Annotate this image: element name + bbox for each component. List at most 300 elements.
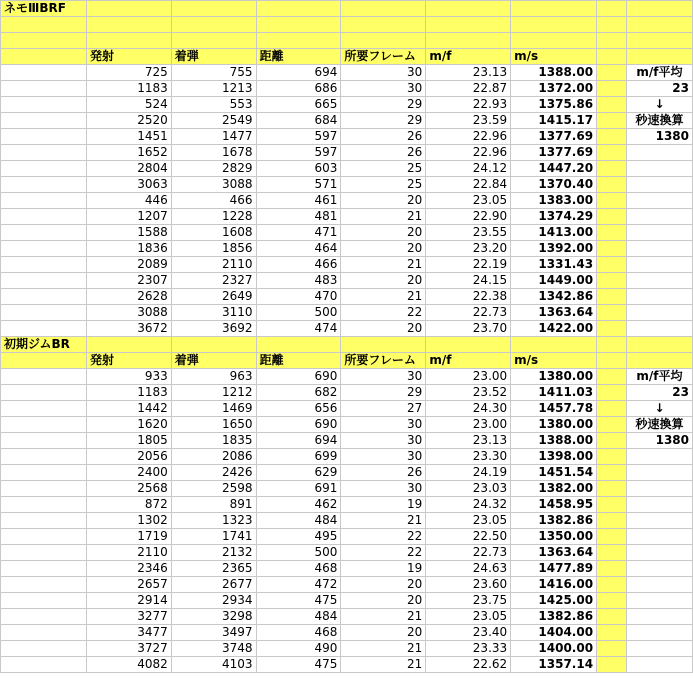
column-header-ms[interactable]: m/s: [511, 353, 597, 369]
cell-mf[interactable]: 23.40: [426, 625, 511, 641]
cell-impact[interactable]: 2132: [171, 545, 256, 561]
empty-cell[interactable]: [597, 161, 627, 177]
cell-distance[interactable]: 470: [256, 289, 341, 305]
cell-impact[interactable]: 4103: [171, 657, 256, 673]
cell-mf[interactable]: 23.55: [426, 225, 511, 241]
cell-launch[interactable]: 446: [86, 193, 171, 209]
empty-cell[interactable]: [626, 193, 692, 209]
empty-cell[interactable]: [597, 513, 627, 529]
empty-cell[interactable]: [1, 321, 87, 337]
cell-frames[interactable]: 26: [341, 145, 426, 161]
cell-distance[interactable]: 464: [256, 241, 341, 257]
cell-frames[interactable]: 29: [341, 113, 426, 129]
empty-cell[interactable]: [597, 529, 627, 545]
cell-ms[interactable]: 1372.00: [511, 81, 597, 97]
empty-cell[interactable]: [1, 545, 87, 561]
cell-distance[interactable]: 495: [256, 529, 341, 545]
empty-cell[interactable]: [511, 33, 597, 49]
empty-cell[interactable]: [597, 481, 627, 497]
empty-cell[interactable]: [171, 17, 256, 33]
cell-frames[interactable]: 20: [341, 577, 426, 593]
cell-distance[interactable]: 483: [256, 273, 341, 289]
cell-impact[interactable]: 2327: [171, 273, 256, 289]
empty-cell[interactable]: [597, 385, 627, 401]
cell-launch[interactable]: 1442: [86, 401, 171, 417]
cell-mf[interactable]: 23.70: [426, 321, 511, 337]
cell-distance[interactable]: 686: [256, 81, 341, 97]
empty-cell[interactable]: [626, 305, 692, 321]
empty-cell[interactable]: [597, 273, 627, 289]
cell-launch[interactable]: 524: [86, 97, 171, 113]
empty-cell[interactable]: [1, 481, 87, 497]
empty-cell[interactable]: [1, 97, 87, 113]
cell-frames[interactable]: 21: [341, 657, 426, 673]
empty-cell[interactable]: [597, 305, 627, 321]
cell-launch[interactable]: 4082: [86, 657, 171, 673]
empty-cell[interactable]: [597, 353, 627, 369]
cell-impact[interactable]: 2086: [171, 449, 256, 465]
cell-ms[interactable]: 1382.86: [511, 513, 597, 529]
empty-cell[interactable]: [1, 193, 87, 209]
empty-cell[interactable]: [597, 369, 627, 385]
cell-ms[interactable]: 1388.00: [511, 433, 597, 449]
cell-ms[interactable]: 1350.00: [511, 529, 597, 545]
cell-impact[interactable]: 2110: [171, 257, 256, 273]
cell-distance[interactable]: 500: [256, 545, 341, 561]
empty-cell[interactable]: [597, 49, 627, 65]
cell-launch[interactable]: 3088: [86, 305, 171, 321]
empty-cell[interactable]: [341, 33, 426, 49]
empty-cell[interactable]: [1, 289, 87, 305]
cell-mf[interactable]: 24.12: [426, 161, 511, 177]
empty-cell[interactable]: [1, 577, 87, 593]
empty-cell[interactable]: [256, 17, 341, 33]
cell-distance[interactable]: 500: [256, 305, 341, 321]
empty-cell[interactable]: [626, 33, 692, 49]
cell-ms[interactable]: 1380.00: [511, 417, 597, 433]
cell-impact[interactable]: 3298: [171, 609, 256, 625]
empty-cell[interactable]: [341, 17, 426, 33]
cell-distance[interactable]: 484: [256, 609, 341, 625]
cell-impact[interactable]: 2365: [171, 561, 256, 577]
section-title[interactable]: ネモⅢBRF: [1, 1, 87, 17]
cell-launch[interactable]: 725: [86, 65, 171, 81]
empty-cell[interactable]: [597, 321, 627, 337]
cell-distance[interactable]: 603: [256, 161, 341, 177]
empty-cell[interactable]: [511, 17, 597, 33]
empty-cell[interactable]: [1, 641, 87, 657]
empty-cell[interactable]: [1, 65, 87, 81]
empty-cell[interactable]: [626, 17, 692, 33]
empty-cell[interactable]: [597, 497, 627, 513]
cell-ms[interactable]: 1457.78: [511, 401, 597, 417]
empty-cell[interactable]: [597, 193, 627, 209]
empty-cell[interactable]: [1, 113, 87, 129]
empty-cell[interactable]: [1, 161, 87, 177]
cell-launch[interactable]: 2520: [86, 113, 171, 129]
cell-frames[interactable]: 30: [341, 369, 426, 385]
cell-ms[interactable]: 1331.43: [511, 257, 597, 273]
empty-cell[interactable]: [626, 241, 692, 257]
cell-ms[interactable]: 1477.89: [511, 561, 597, 577]
cell-ms[interactable]: 1425.00: [511, 593, 597, 609]
cell-impact[interactable]: 2677: [171, 577, 256, 593]
empty-cell[interactable]: [1, 561, 87, 577]
cell-mf[interactable]: 22.50: [426, 529, 511, 545]
cell-impact[interactable]: 553: [171, 97, 256, 113]
cell-frames[interactable]: 20: [341, 625, 426, 641]
empty-cell[interactable]: [1, 625, 87, 641]
cell-distance[interactable]: 466: [256, 257, 341, 273]
empty-cell[interactable]: [1, 513, 87, 529]
cell-launch[interactable]: 1652: [86, 145, 171, 161]
cell-impact[interactable]: 3497: [171, 625, 256, 641]
cell-distance[interactable]: 665: [256, 97, 341, 113]
cell-impact[interactable]: 3692: [171, 321, 256, 337]
cell-ms[interactable]: 1363.64: [511, 305, 597, 321]
cell-distance[interactable]: 461: [256, 193, 341, 209]
cell-launch[interactable]: 1805: [86, 433, 171, 449]
empty-cell[interactable]: [1, 305, 87, 321]
cell-launch[interactable]: 1183: [86, 81, 171, 97]
empty-cell[interactable]: [1, 657, 87, 673]
cell-distance[interactable]: 684: [256, 113, 341, 129]
column-header-mf[interactable]: m/f: [426, 353, 511, 369]
cell-launch[interactable]: 1836: [86, 241, 171, 257]
cell-frames[interactable]: 20: [341, 225, 426, 241]
cell-ms[interactable]: 1377.69: [511, 129, 597, 145]
cell-mf[interactable]: 23.13: [426, 65, 511, 81]
cell-frames[interactable]: 21: [341, 513, 426, 529]
column-header-frames[interactable]: 所要フレーム: [341, 353, 426, 369]
summary-avg-value[interactable]: 23: [626, 81, 692, 97]
empty-cell[interactable]: [511, 337, 597, 353]
cell-ms[interactable]: 1398.00: [511, 449, 597, 465]
empty-cell[interactable]: [626, 161, 692, 177]
empty-cell[interactable]: [597, 401, 627, 417]
empty-cell[interactable]: [597, 657, 627, 673]
cell-frames[interactable]: 30: [341, 481, 426, 497]
cell-impact[interactable]: 2649: [171, 289, 256, 305]
cell-frames[interactable]: 30: [341, 433, 426, 449]
cell-mf[interactable]: 24.32: [426, 497, 511, 513]
cell-frames[interactable]: 25: [341, 177, 426, 193]
empty-cell[interactable]: [626, 257, 692, 273]
cell-distance[interactable]: 699: [256, 449, 341, 465]
cell-mf[interactable]: 24.19: [426, 465, 511, 481]
cell-impact[interactable]: 1228: [171, 209, 256, 225]
empty-cell[interactable]: [626, 465, 692, 481]
empty-cell[interactable]: [1, 609, 87, 625]
cell-distance[interactable]: 472: [256, 577, 341, 593]
cell-frames[interactable]: 21: [341, 209, 426, 225]
cell-ms[interactable]: 1374.29: [511, 209, 597, 225]
empty-cell[interactable]: [597, 97, 627, 113]
empty-cell[interactable]: [86, 33, 171, 49]
empty-cell[interactable]: [626, 529, 692, 545]
empty-cell[interactable]: [1, 209, 87, 225]
cell-launch[interactable]: 933: [86, 369, 171, 385]
cell-launch[interactable]: 3727: [86, 641, 171, 657]
cell-impact[interactable]: 3748: [171, 641, 256, 657]
cell-mf[interactable]: 23.00: [426, 369, 511, 385]
empty-cell[interactable]: [171, 337, 256, 353]
cell-distance[interactable]: 690: [256, 369, 341, 385]
cell-frames[interactable]: 20: [341, 593, 426, 609]
cell-ms[interactable]: 1449.00: [511, 273, 597, 289]
cell-impact[interactable]: 1856: [171, 241, 256, 257]
empty-cell[interactable]: [626, 657, 692, 673]
empty-cell[interactable]: [171, 1, 256, 17]
empty-cell[interactable]: [626, 49, 692, 65]
empty-cell[interactable]: [341, 1, 426, 17]
summary-avg-value[interactable]: 23: [626, 385, 692, 401]
cell-mf[interactable]: 23.05: [426, 609, 511, 625]
empty-cell[interactable]: [86, 17, 171, 33]
empty-cell[interactable]: [171, 33, 256, 49]
cell-mf[interactable]: 23.20: [426, 241, 511, 257]
cell-impact[interactable]: 3088: [171, 177, 256, 193]
cell-mf[interactable]: 22.93: [426, 97, 511, 113]
cell-distance[interactable]: 468: [256, 625, 341, 641]
cell-mf[interactable]: 23.75: [426, 593, 511, 609]
cell-launch[interactable]: 1719: [86, 529, 171, 545]
empty-cell[interactable]: [597, 625, 627, 641]
empty-cell[interactable]: [1, 529, 87, 545]
cell-impact[interactable]: 2549: [171, 113, 256, 129]
cell-distance[interactable]: 471: [256, 225, 341, 241]
cell-mf[interactable]: 23.33: [426, 641, 511, 657]
empty-cell[interactable]: [597, 289, 627, 305]
empty-cell[interactable]: [597, 465, 627, 481]
cell-impact[interactable]: 891: [171, 497, 256, 513]
column-header-distance[interactable]: 距離: [256, 353, 341, 369]
empty-cell[interactable]: [1, 129, 87, 145]
cell-mf[interactable]: 24.15: [426, 273, 511, 289]
cell-mf[interactable]: 22.19: [426, 257, 511, 273]
cell-impact[interactable]: 3110: [171, 305, 256, 321]
summary-avg-label[interactable]: m/f平均: [626, 369, 692, 385]
empty-cell[interactable]: [1, 49, 87, 65]
empty-cell[interactable]: [1, 225, 87, 241]
cell-launch[interactable]: 2089: [86, 257, 171, 273]
cell-frames[interactable]: 21: [341, 641, 426, 657]
empty-cell[interactable]: [597, 145, 627, 161]
empty-cell[interactable]: [626, 289, 692, 305]
cell-impact[interactable]: 2829: [171, 161, 256, 177]
summary-arrow[interactable]: ↓: [626, 401, 692, 417]
cell-impact[interactable]: 1469: [171, 401, 256, 417]
empty-cell[interactable]: [597, 225, 627, 241]
empty-cell[interactable]: [1, 257, 87, 273]
cell-frames[interactable]: 29: [341, 97, 426, 113]
cell-frames[interactable]: 19: [341, 561, 426, 577]
cell-impact[interactable]: 1608: [171, 225, 256, 241]
cell-launch[interactable]: 1302: [86, 513, 171, 529]
column-header-launch[interactable]: 発射: [86, 49, 171, 65]
cell-launch[interactable]: 2056: [86, 449, 171, 465]
empty-cell[interactable]: [86, 337, 171, 353]
empty-cell[interactable]: [511, 1, 597, 17]
empty-cell[interactable]: [1, 17, 87, 33]
cell-frames[interactable]: 30: [341, 81, 426, 97]
cell-ms[interactable]: 1388.00: [511, 65, 597, 81]
cell-distance[interactable]: 475: [256, 657, 341, 673]
cell-mf[interactable]: 22.87: [426, 81, 511, 97]
cell-impact[interactable]: 963: [171, 369, 256, 385]
empty-cell[interactable]: [626, 177, 692, 193]
cell-frames[interactable]: 21: [341, 289, 426, 305]
empty-cell[interactable]: [426, 1, 511, 17]
empty-cell[interactable]: [1, 401, 87, 417]
cell-ms[interactable]: 1415.17: [511, 113, 597, 129]
cell-mf[interactable]: 24.63: [426, 561, 511, 577]
cell-frames[interactable]: 20: [341, 193, 426, 209]
empty-cell[interactable]: [626, 641, 692, 657]
cell-distance[interactable]: 694: [256, 65, 341, 81]
cell-ms[interactable]: 1382.00: [511, 481, 597, 497]
cell-distance[interactable]: 682: [256, 385, 341, 401]
summary-conv-label[interactable]: 秒速換算: [626, 113, 692, 129]
cell-impact[interactable]: 1650: [171, 417, 256, 433]
empty-cell[interactable]: [86, 1, 171, 17]
cell-launch[interactable]: 1620: [86, 417, 171, 433]
empty-cell[interactable]: [597, 33, 627, 49]
empty-cell[interactable]: [626, 497, 692, 513]
cell-distance[interactable]: 481: [256, 209, 341, 225]
cell-ms[interactable]: 1400.00: [511, 641, 597, 657]
cell-distance[interactable]: 462: [256, 497, 341, 513]
cell-mf[interactable]: 23.05: [426, 193, 511, 209]
empty-cell[interactable]: [597, 609, 627, 625]
empty-cell[interactable]: [1, 145, 87, 161]
cell-frames[interactable]: 30: [341, 65, 426, 81]
empty-cell[interactable]: [626, 481, 692, 497]
cell-launch[interactable]: 2346: [86, 561, 171, 577]
empty-cell[interactable]: [1, 177, 87, 193]
empty-cell[interactable]: [626, 545, 692, 561]
empty-cell[interactable]: [426, 17, 511, 33]
empty-cell[interactable]: [626, 593, 692, 609]
empty-cell[interactable]: [597, 65, 627, 81]
empty-cell[interactable]: [1, 497, 87, 513]
cell-mf[interactable]: 23.59: [426, 113, 511, 129]
empty-cell[interactable]: [597, 241, 627, 257]
empty-cell[interactable]: [597, 417, 627, 433]
cell-frames[interactable]: 21: [341, 257, 426, 273]
summary-conv-value[interactable]: 1380: [626, 129, 692, 145]
cell-frames[interactable]: 22: [341, 545, 426, 561]
empty-cell[interactable]: [1, 465, 87, 481]
cell-frames[interactable]: 29: [341, 385, 426, 401]
cell-mf[interactable]: 23.30: [426, 449, 511, 465]
cell-impact[interactable]: 1477: [171, 129, 256, 145]
cell-distance[interactable]: 475: [256, 593, 341, 609]
empty-cell[interactable]: [597, 129, 627, 145]
cell-frames[interactable]: 27: [341, 401, 426, 417]
empty-cell[interactable]: [256, 1, 341, 17]
cell-launch[interactable]: 3277: [86, 609, 171, 625]
cell-ms[interactable]: 1422.00: [511, 321, 597, 337]
empty-cell[interactable]: [626, 273, 692, 289]
summary-conv-value[interactable]: 1380: [626, 433, 692, 449]
cell-impact[interactable]: 1741: [171, 529, 256, 545]
column-header-impact[interactable]: 着弾: [171, 49, 256, 65]
empty-cell[interactable]: [256, 337, 341, 353]
empty-cell[interactable]: [626, 625, 692, 641]
empty-cell[interactable]: [1, 81, 87, 97]
cell-launch[interactable]: 872: [86, 497, 171, 513]
empty-cell[interactable]: [1, 241, 87, 257]
empty-cell[interactable]: [597, 545, 627, 561]
cell-impact[interactable]: 2598: [171, 481, 256, 497]
summary-avg-label[interactable]: m/f平均: [626, 65, 692, 81]
cell-launch[interactable]: 2307: [86, 273, 171, 289]
cell-impact[interactable]: 1835: [171, 433, 256, 449]
cell-ms[interactable]: 1392.00: [511, 241, 597, 257]
empty-cell[interactable]: [597, 257, 627, 273]
cell-mf[interactable]: 23.05: [426, 513, 511, 529]
empty-cell[interactable]: [597, 17, 627, 33]
cell-mf[interactable]: 24.30: [426, 401, 511, 417]
cell-frames[interactable]: 22: [341, 529, 426, 545]
cell-frames[interactable]: 25: [341, 161, 426, 177]
cell-ms[interactable]: 1411.03: [511, 385, 597, 401]
cell-launch[interactable]: 2400: [86, 465, 171, 481]
cell-impact[interactable]: 1212: [171, 385, 256, 401]
cell-mf[interactable]: 22.90: [426, 209, 511, 225]
empty-cell[interactable]: [597, 449, 627, 465]
cell-mf[interactable]: 22.73: [426, 305, 511, 321]
cell-distance[interactable]: 694: [256, 433, 341, 449]
cell-ms[interactable]: 1357.14: [511, 657, 597, 673]
cell-frames[interactable]: 20: [341, 273, 426, 289]
cell-ms[interactable]: 1383.00: [511, 193, 597, 209]
cell-launch[interactable]: 1183: [86, 385, 171, 401]
cell-ms[interactable]: 1377.69: [511, 145, 597, 161]
empty-cell[interactable]: [597, 177, 627, 193]
cell-mf[interactable]: 23.13: [426, 433, 511, 449]
empty-cell[interactable]: [626, 321, 692, 337]
cell-ms[interactable]: 1342.86: [511, 289, 597, 305]
empty-cell[interactable]: [626, 145, 692, 161]
cell-ms[interactable]: 1458.95: [511, 497, 597, 513]
empty-cell[interactable]: [256, 33, 341, 49]
column-header-frames[interactable]: 所要フレーム: [341, 49, 426, 65]
cell-impact[interactable]: 2426: [171, 465, 256, 481]
cell-launch[interactable]: 1451: [86, 129, 171, 145]
cell-frames[interactable]: 30: [341, 417, 426, 433]
cell-impact[interactable]: 466: [171, 193, 256, 209]
cell-impact[interactable]: 1323: [171, 513, 256, 529]
empty-cell[interactable]: [1, 33, 87, 49]
cell-mf[interactable]: 23.60: [426, 577, 511, 593]
cell-launch[interactable]: 2914: [86, 593, 171, 609]
cell-distance[interactable]: 468: [256, 561, 341, 577]
empty-cell[interactable]: [1, 385, 87, 401]
cell-mf[interactable]: 23.52: [426, 385, 511, 401]
cell-ms[interactable]: 1382.86: [511, 609, 597, 625]
cell-frames[interactable]: 22: [341, 305, 426, 321]
empty-cell[interactable]: [1, 449, 87, 465]
empty-cell[interactable]: [426, 33, 511, 49]
empty-cell[interactable]: [597, 577, 627, 593]
column-header-mf[interactable]: m/f: [426, 49, 511, 65]
cell-launch[interactable]: 1588: [86, 225, 171, 241]
empty-cell[interactable]: [597, 81, 627, 97]
empty-cell[interactable]: [626, 209, 692, 225]
cell-launch[interactable]: 1207: [86, 209, 171, 225]
